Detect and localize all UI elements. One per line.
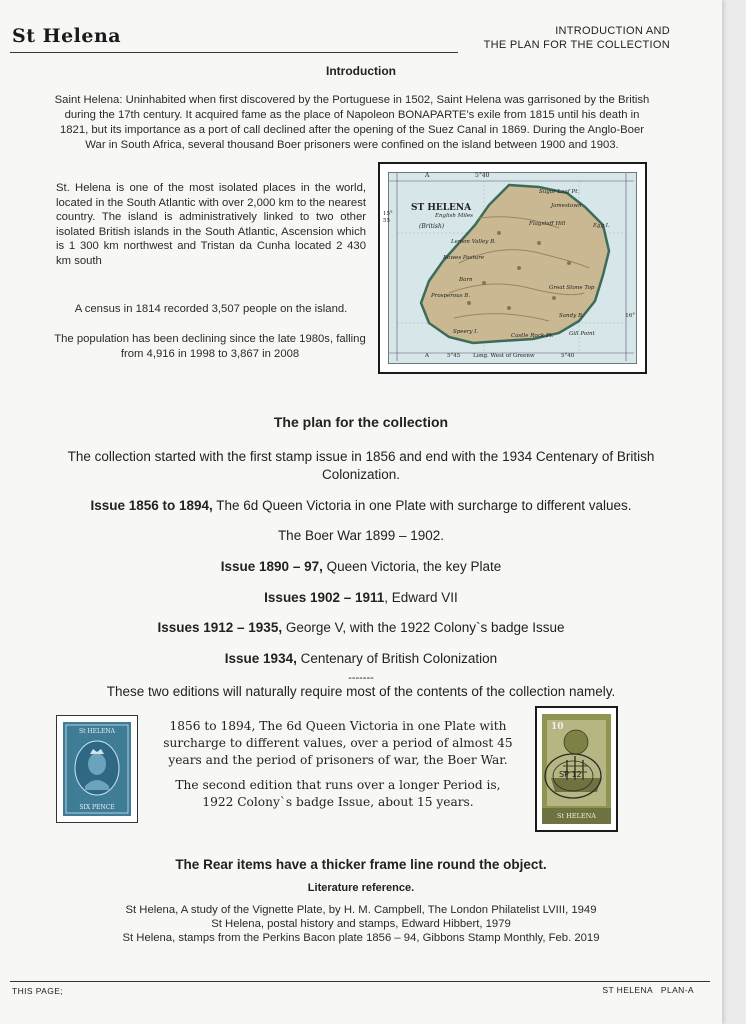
issue-1-text: The 6d Queen Victoria in one Plate with surcharge to different values. <box>212 498 632 513</box>
edition-1-text: 1856 to 1894, The 6d Queen Victoria in one Plate with surcharge to different values, over a period of almost 45 years and the period of prisoners of war, the Boer War. <box>163 719 513 767</box>
issue-2-text: The Boer War 1899 – 1902. <box>277 528 445 543</box>
issue-line-2 <box>0 528 722 543</box>
stamp-left-bottom-label: SIX PENCE <box>79 804 115 811</box>
header-rule <box>10 52 458 53</box>
footer-page-label: THIS PAGE; <box>12 986 64 996</box>
plan-intro: The collection started with the first stamp issue in 1856 and end with the 1934 Centenary of British Colonization. <box>67 449 655 482</box>
issue-line-4 <box>0 590 722 605</box>
editions-description <box>158 718 518 819</box>
map-lat-bottom: 16° <box>625 313 635 319</box>
footer-plan-label: ST HELENA PLAN-A <box>602 985 694 995</box>
map-british-label: (British) <box>419 223 445 230</box>
edition-2-text: The second edition that runs over a longer Period is, 1922 Colony`s badge Issue, about 15 years. <box>175 778 501 809</box>
dashes-divider: ------- <box>348 672 374 684</box>
issue-3-bold: Issue 1890 – 97, <box>220 559 323 574</box>
map-bottom-long2: 5°40 <box>561 353 575 359</box>
footer-rule <box>10 981 710 982</box>
map-bottom-text: Long. West of Greenw <box>473 353 535 359</box>
issue-6-text: Centenary of British Colonization <box>296 651 498 666</box>
map-place-4: Flagstaff Hill <box>529 221 566 227</box>
map-inner <box>383 172 637 364</box>
issue-line-5 <box>0 620 722 635</box>
section-title-line-2: THE PLAN FOR THE COLLECTION <box>483 39 670 51</box>
map-place-5: Bowes Pasture <box>443 255 485 261</box>
map-image <box>378 162 647 374</box>
population-text: The population has been declining since the late 1980s, falling from 4,916 in 1998 to 3,867 in 2008 <box>54 333 366 360</box>
map-bottom-long: 5°45 <box>447 353 461 359</box>
issue-1-bold: Issue 1856 to 1894, <box>90 498 213 513</box>
map-title: ST HELENA <box>411 203 472 213</box>
issue-5-bold: Issues 1912 – 1935, <box>157 620 283 635</box>
issue-line-6 <box>0 651 722 666</box>
rare-items-note: The Rear items have a thicker frame line round the object. <box>175 857 547 872</box>
plan-heading: The plan for the collection <box>273 414 449 430</box>
map-place-11: Egg I. <box>593 223 610 229</box>
map-lat-top: 15° 55 <box>383 211 393 224</box>
stamp-right-value: 10 <box>551 722 564 732</box>
map-place-8: Sandy B. <box>559 313 584 319</box>
map-place-9: Speery I. <box>453 329 479 335</box>
issue-line-3 <box>0 559 722 574</box>
editions-text: These two editions will naturally require most of the contents of the collection namely. <box>106 684 616 699</box>
stamp-badge-issue <box>535 706 618 832</box>
map-place-2: Jamestown <box>551 203 582 209</box>
map-place-10: Castle Rock Pt. <box>511 333 554 339</box>
map-top-a: A <box>425 172 430 179</box>
map-place-1: Sugar Loaf Pt. <box>539 189 580 195</box>
map-place-3: Lemon Valley B. <box>451 239 496 245</box>
section-title-line-1: INTRODUCTION AND <box>555 25 670 37</box>
map-scale-label: English Miles <box>435 213 473 219</box>
stamp-right-postmark: SP 12 <box>559 770 582 779</box>
issue-line-1 <box>0 498 722 513</box>
literature-references <box>0 903 722 945</box>
reference-item: St Helena, stamps from the Perkins Bacon plate 1856 – 94, Gibbons Stamp Monthly, Feb. 2019 <box>122 932 600 944</box>
issue-6-bold: Issue 1934, <box>224 651 297 666</box>
map-place-12: Great Stone Top <box>549 285 595 291</box>
issue-4-bold: Issues 1902 – 1911 <box>264 590 385 605</box>
literature-heading: Literature reference. <box>307 882 415 894</box>
issue-5-text: George V, with the 1922 Colony`s badge Issue <box>282 620 565 635</box>
section-title <box>484 24 670 52</box>
map-bottom-a: A <box>425 353 429 359</box>
stamp-right-bottom-label: St HELENA <box>557 812 596 820</box>
map-top-long: 5°40 <box>475 172 490 179</box>
stamp-victoria-six-pence <box>56 715 138 823</box>
issue-3-text: Queen Victoria, the key Plate <box>322 559 502 574</box>
map-place-13: Gill Point <box>569 331 595 337</box>
reference-item: St Helena, A study of the Vignette Plate, by H. M. Campbell, The London Philatelist LVIII, 1949 <box>125 904 597 916</box>
intro-paragraph: Saint Helena: Uninhabited when first discovered by the Portuguese in 1502, Saint Helena was garrisoned by the British during the 17th century. It acquired fame as the place of Napoleon BONAPARTE's exile from 1815 until his death in 1821, but its importance as a port of call declined after the opening of the Suez Canal in 1869. During the Anglo-Boer War in South Africa, several thousand Boer prisoners were confined on the island between 1900 and 1903. <box>54 94 650 151</box>
map-place-7: Prosperous B. <box>431 293 471 299</box>
isolation-paragraph: St. Helena is one of the most isolated places in the world, located in the South Atlantic with over 2,000 km to the nearest country. The island is administratively linked to two other isolated British islands in the South Atlantic, Ascension which is 1 300 km northwest and Tristan da Cunha located 2 430 km south <box>56 182 366 267</box>
intro-heading: Introduction <box>326 64 396 78</box>
brand-title: St Helena <box>12 25 122 47</box>
reference-item: St Helena, postal history and stamps, Edward Hibbert, 1979 <box>211 918 511 930</box>
census-text: A census in 1814 recorded 3,507 people on the island. <box>74 303 348 315</box>
stamp-left-top-label: St HELENA <box>79 728 115 735</box>
map-place-6: Barn <box>459 277 473 283</box>
issue-4-text: , Edward VII <box>384 590 458 605</box>
